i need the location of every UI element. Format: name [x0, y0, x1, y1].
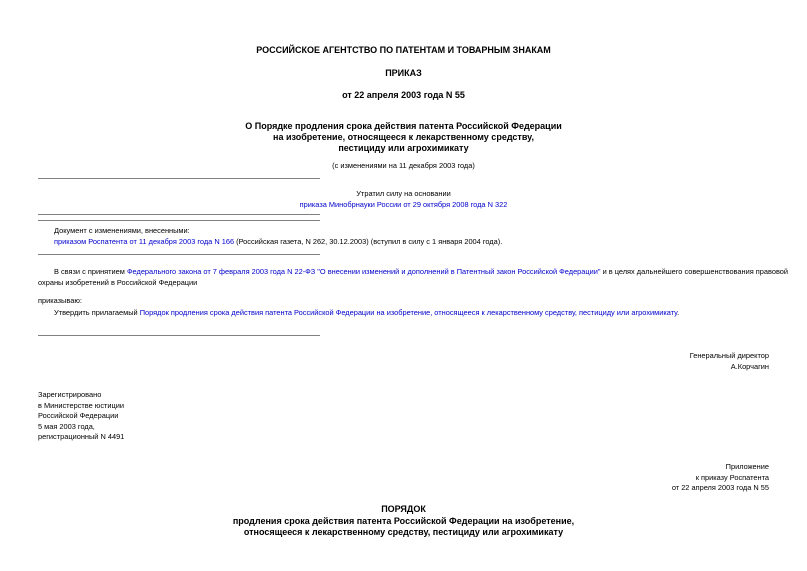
order-word: приказываю:	[38, 296, 82, 305]
preamble-end: и в целях дальнейшего совершенствования правовой	[600, 267, 789, 276]
preamble-line-2: охраны изобретений в Российской Федерации	[38, 278, 198, 287]
registration-line: в Министерстве юстиции	[38, 400, 125, 410]
changes-intro: Документ с изменениями, внесенными:	[54, 226, 190, 235]
amendments-note: (с изменениями на 11 декабря 2003 года)	[332, 161, 475, 170]
procedure-title-line-1: продления срока действия патента Российской Федерации на изобретение,	[232, 516, 575, 526]
preamble-start: В связи с принятием	[54, 267, 127, 276]
divider	[38, 214, 320, 215]
invalidation-text: Утратил силу на основании	[356, 189, 451, 198]
appendix-line: Приложение	[725, 462, 769, 471]
registration-line: регистрационный N 4491	[38, 432, 125, 441]
registration-line: 5 мая 2003 года,	[38, 421, 95, 431]
directive-end: .	[677, 308, 680, 317]
document-title-line-2: на изобретение, относящееся к лекарственному средству,	[273, 132, 534, 142]
directive-line	[54, 308, 679, 318]
signatory-position: Генеральный директор	[689, 351, 769, 360]
procedure-heading: ПОРЯДОК	[381, 504, 426, 514]
registration-line: Российской Федерации	[38, 411, 119, 420]
procedure-link[interactable]: Порядок продления срока действия патента Российской Федерации на изобретение, относящееся к лекарственному средству, пестициду или агрохимикату	[139, 308, 678, 317]
changes-line	[54, 237, 502, 247]
document-date-number: от 22 апреля 2003 года N 55	[342, 90, 465, 100]
invalidation-link[interactable]: приказа Минобрнауки России от 29 октября 2008 года N 322	[299, 200, 508, 209]
divider	[38, 254, 320, 255]
document-type: ПРИКАЗ	[385, 68, 422, 78]
appendix-line: к приказу Роспатента	[695, 472, 769, 482]
document-title-line-1: О Порядке продления срока действия патента Российской Федерации	[245, 121, 562, 131]
appendix-line: от 22 апреля 2003 года N 55	[671, 483, 769, 492]
federal-law-link[interactable]: Федерального закона от 7 февраля 2003 года N 22-ФЗ "О внесении изменений и дополнений в Патентный закон Российской Федерации"	[126, 267, 601, 276]
procedure-title-line-2: относящееся к лекарственному средству, пестициду или агрохимикату	[243, 527, 564, 537]
divider	[38, 335, 320, 336]
preamble-line-1	[54, 267, 789, 277]
changes-tail: (Российская газета, N 262, 30.12.2003) (вступил в силу с 1 января 2004 года).	[234, 237, 503, 246]
changes-link[interactable]: приказом Роспатента от 11 декабря 2003 года N 166	[54, 237, 235, 246]
appendix-block	[672, 462, 769, 494]
directive-start: Утвердить прилагаемый	[54, 308, 140, 317]
document-title-line-3: пестициду или агрохимикату	[338, 143, 469, 153]
signatory-name: А.Корчагин	[730, 362, 769, 371]
divider	[38, 178, 320, 179]
agency-name: РОССИЙСКОЕ АГЕНТСТВО ПО ПАТЕНТАМ И ТОВАРНЫМ ЗНАКАМ	[256, 45, 551, 55]
registration-block	[38, 390, 124, 443]
registration-line: Зарегистрировано	[38, 390, 102, 399]
divider	[38, 220, 320, 221]
